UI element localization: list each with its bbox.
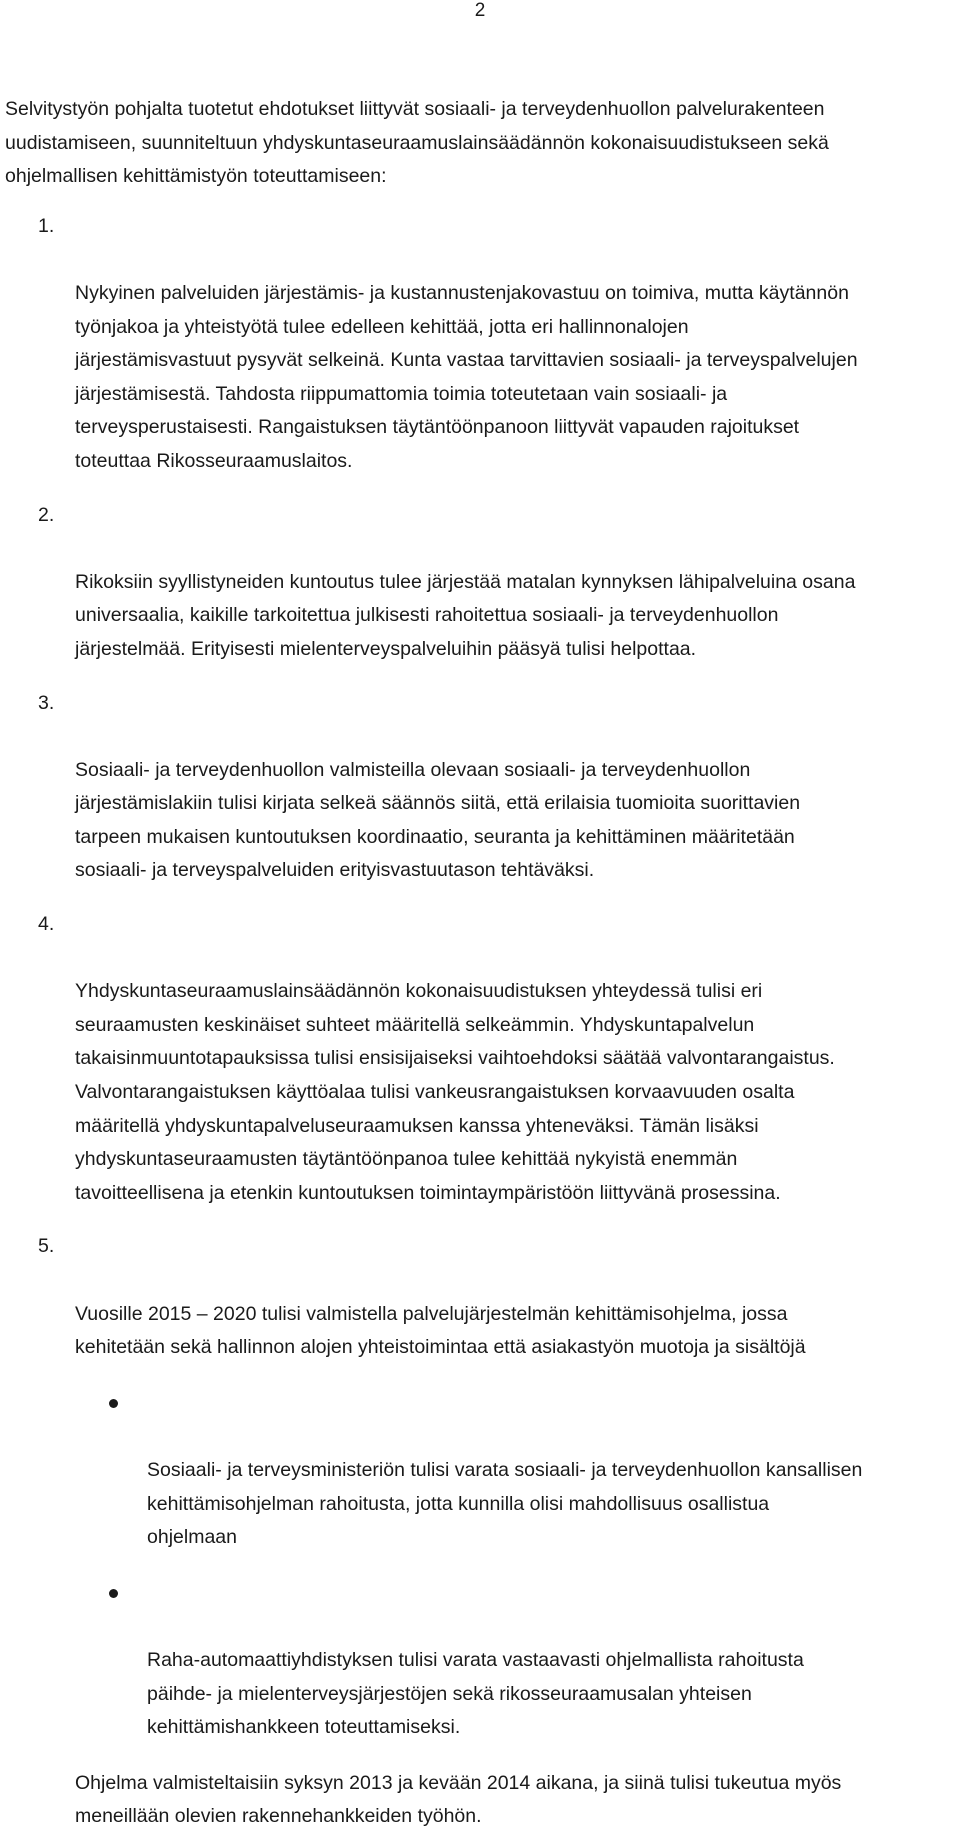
proposal-item-2 (5, 499, 955, 667)
item-number: 2. (38, 503, 55, 526)
bullet-text: Raha-automaattiyhdistyksen tulisi varata vastaavasti ohjelmallista rahoitusta päihde- ja mielenterveysjärjestöjen sekä rikosseuraamusalan yhteisen kehittämishankkeen toteuttamiseksi. (147, 1648, 804, 1739)
intro-paragraph: Selvitystyön pohjalta tuotetut ehdotukset liittyvät sosiaali- ja terveydenhuollon palvelurakenteen uudistamiseen, suunniteltuun yhdyskuntaseuraamuslainsäädännön kokonaisuudistukseen sekä ohjelmallisen kehittämistyön toteuttamiseen: (5, 98, 829, 188)
bullet-text: Sosiaali- ja terveysministeriön tulisi varata sosiaali- ja terveydenhuollon kansallisen kehittämisohjelman rahoitusta, jotta kunnilla olisi mahdollisuus osallistua ohjelmaan (147, 1458, 863, 1549)
bullet-list (5, 1387, 955, 1745)
page-number: 2 (474, 0, 486, 21)
bullet-icon (109, 1399, 118, 1408)
item-text: Vuosille 2015 – 2020 tulisi valmistella palvelujärjestelmän kehittämisohjelma, jossa kehitetään sekä hallinnon alojen yhteistoimintaa että asiakastyön muotoja ja sisältöjä (75, 1302, 806, 1359)
bullet-item-1 (5, 1387, 955, 1555)
item-number: 4. (38, 913, 55, 936)
proposal-item-4 (5, 908, 955, 1210)
proposal-item-3 (5, 687, 955, 889)
document-body (5, 93, 955, 1834)
bullet-item-2 (5, 1577, 955, 1745)
proposal-item-5 (5, 1230, 955, 1364)
item-number: 1. (38, 214, 55, 237)
item-text: Yhdyskuntaseuraamuslainsäädännön kokonaisuudistuksen yhteydessä tulisi eri seuraamusten keskinäiset suhteet määritellä selkeämmin. Yhdyskuntapalvelun takaisinmuuntotapauksissa tulisi ensisijaiseksi vaihtoehdoksi säätää valvontarangaistus. Valvontarangaistuksen käyttöalaa tulisi vankeusrangaistuksen korvaavuuden osalta määritellä yhdyskuntapalveluseuraamuksen kanssa yhteneväksi. Tämän lisäksi yhdyskuntaseuraamusten täytäntöönpanoa tulee kehittää nykyistä enemmän tavoitteellisena ja etenkin kuntoutuksen toimintaympäristöön liittyvänä prosessina. (75, 980, 835, 1204)
item-text: Nykyinen palveluiden järjestämis- ja kustannustenjakovastuu on toimiva, mutta käytännön työnjakoa ja yhteistyötä tulee edelleen kehittää, jotta eri hallinnonalojen järjestämisvastuut pysyvät selkeinä. Kunta vastaa tarvittavien sosiaali- ja terveyspalvelujen järjestämisestä. Tahdosta riippumattomia toimia toteutetaan vain sosiaali- ja terveysperustaisesti. Rangaistuksen täytäntöönpanoon liittyvät vapauden rajoitukset toteuttaa Rikosseuraamuslaitos. (75, 281, 858, 472)
closing-paragraph: Ohjelma valmisteltaisiin syksyn 2013 ja kevään 2014 aikana, ja siinä tulisi tukeutua myös meneillään olevien rakennehankkeiden työhön. (75, 1771, 842, 1828)
bullet-icon (109, 1589, 118, 1598)
item-text: Sosiaali- ja terveydenhuollon valmisteilla olevaan sosiaali- ja terveydenhuollon järjestämislakiin tulisi kirjata selkeä säännös siitä, että erilaisia tuomioita suorittavien tarpeen mukaisen kuntoutuksen koordinaatio, seuranta ja kehittäminen määritetään sosiaali- ja terveyspalveluiden erityisvastuutason tehtäväksi. (75, 758, 801, 882)
item-number: 5. (38, 1235, 55, 1258)
proposal-item-1 (5, 210, 955, 479)
item-number: 3. (38, 691, 55, 714)
item-text: Rikoksiin syyllistyneiden kuntoutus tulee järjestää matalan kynnyksen lähipalveluina osana universaalia, kaikille tarkoitettua julkisesti rahoitettua sosiaali- ja terveydenhuollon järjestelmää. Erityisesti mielenterveyspalveluihin pääsyä tulisi helpottaa. (75, 570, 856, 660)
